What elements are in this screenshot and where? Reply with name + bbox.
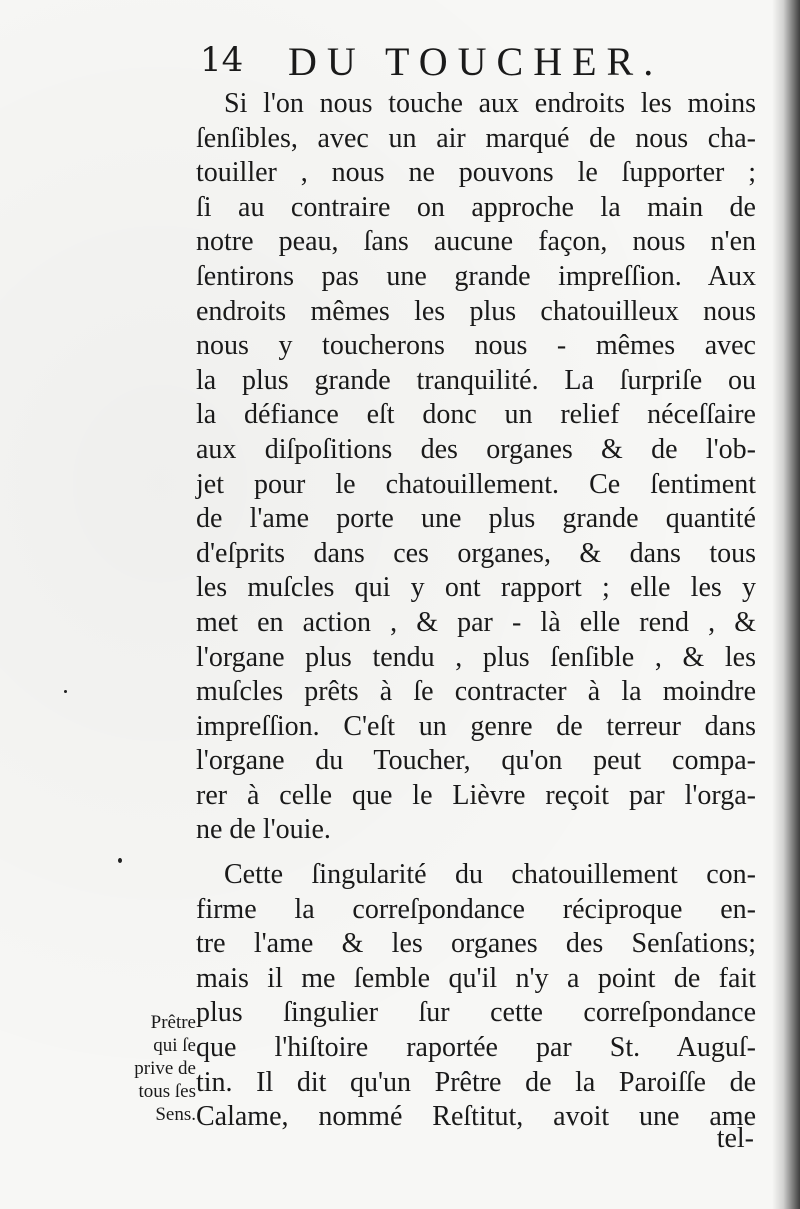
running-head: DU TOUCHER. [288,39,664,84]
text-line: muſcles prêts à ſe contracter à la moindre [196,676,756,708]
text-line: mais il me ſemble qu'il n'y a point de fait [196,962,756,994]
paragraph-2 [196,858,756,1135]
margin-note [112,1011,196,1126]
text-line: la défiance eſt donc un relief néceſſaire [196,399,756,431]
text-line: ne de l'ouie. [196,814,331,846]
margin-note-line: Sens. [155,1104,196,1125]
text-line: aux diſpoſitions des organes & de l'ob- [196,433,756,465]
text-line: Calame, nommé Reſtitut, avoit une ame [196,1101,756,1133]
text-line: ſentirons pas une grande impreſſion. Aux [196,260,756,292]
margin-note-line: tous ſes [138,1081,196,1102]
text-line: Cette ſingularité du chatouillement con- [224,859,756,891]
text-line: les muſcles qui y ont rapport ; elle les y [196,572,756,604]
body-text [196,87,756,1135]
text-line: l'organe plus tendu , plus ſenſible , & les [196,641,756,673]
page-number: 14 [200,40,244,80]
text-line: impreſſion. C'eſt un genre de terreur dans [196,710,756,742]
text-line: notre peau, ſans aucune façon, nous n'en [196,226,756,258]
text-line: d'eſprits dans ces organes, & dans tous [196,537,756,569]
text-line: ſenſibles, avec un air marqué de nous cha- [196,122,756,154]
margin-note-line: prive de [134,1058,196,1079]
paper-speck [118,858,122,863]
paragraph-1 [196,87,756,848]
text-line: plus ſingulier ſur cette correſpondance [196,997,756,1029]
text-line: tre l'ame & les organes des Senſations; [196,928,756,960]
catchword: tel- [716,1123,754,1154]
paragraph-gap [196,848,756,858]
page-header [200,36,760,86]
text-line: Si l'on nous touche aux endroits les moins [224,88,756,119]
text-line: l'organe du Toucher, qu'on peut compa- [196,745,756,777]
page-edge-shadow [772,0,800,1209]
text-line: rer à celle que le Lièvre reçoit par l'orga- [196,779,756,811]
text-line: la plus grande tranquilité. La ſurpriſe ou [196,364,756,396]
text-line: tin. Il dit qu'un Prêtre de la Paroiſſe de [196,1066,756,1098]
text-line: jet pour le chatouillement. Ce ſentiment [196,468,756,500]
text-line: ſi au contraire on approche la main de [196,191,756,223]
text-line: touiller , nous ne pouvons le ſupporter ; [196,157,756,189]
text-line: que l'hiſtoire raportée par St. Auguſ- [196,1032,756,1064]
margin-note-line: qui ſe [153,1035,196,1056]
text-line: endroits mêmes les plus chatouilleux nous [196,295,756,327]
text-line: de l'ame porte une plus grande quantité [196,503,756,535]
text-line: met en action , & par - là elle rend , & [196,606,756,638]
margin-note-line: Prêtre [150,1012,196,1033]
paper-speck [64,690,67,693]
text-line: firme la correſpondance réciproque en- [196,893,756,925]
text-line: nous y toucherons nous - mêmes avec [196,330,756,362]
